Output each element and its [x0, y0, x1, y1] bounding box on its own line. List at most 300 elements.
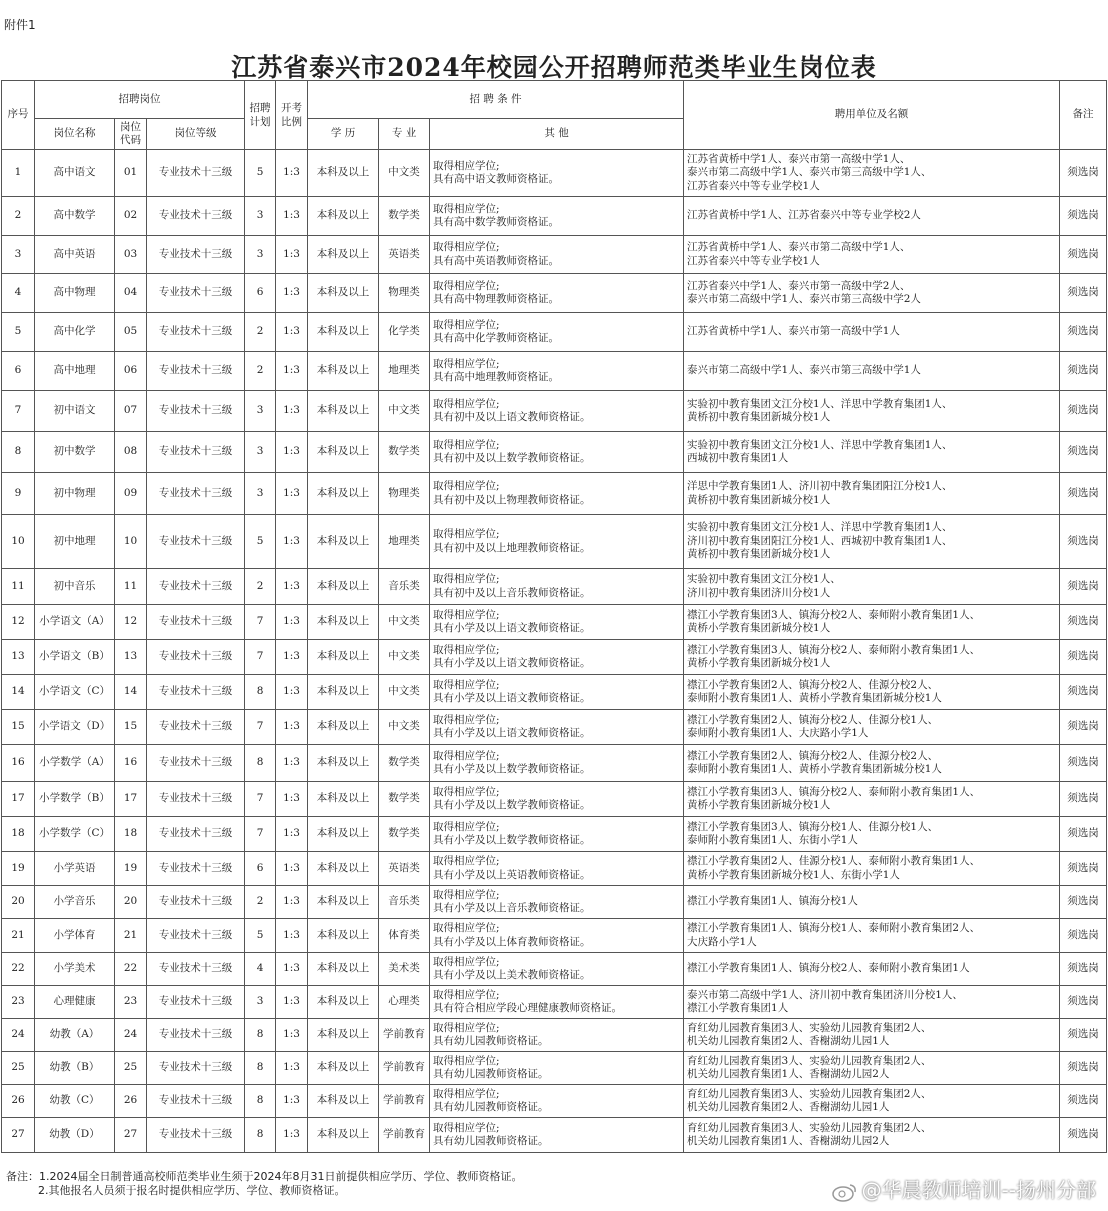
hiring-units — [684, 391, 1060, 432]
row-no: 20 — [2, 886, 35, 919]
post-name: 心理健康 — [35, 986, 115, 1019]
unit-line: 襟江小学教育集团1人、镇海分校1人 — [687, 895, 858, 908]
unit-line: 黄桥小学教育集团新城分校1人 — [687, 622, 831, 634]
condition-line: 具有高中英语教师资格证。 — [433, 254, 560, 267]
condition-line: 取得相应学位; — [433, 1021, 500, 1034]
unit-line: 江苏省黄桥中学1人、泰兴市第二高级中学1人、 — [687, 241, 911, 253]
condition-line: 具有小学及以上体育教师资格证。 — [433, 935, 591, 948]
post-level: 专业技术十三级 — [147, 150, 245, 197]
post-name: 初中地理 — [35, 515, 115, 569]
major: 学前教育 — [379, 1085, 430, 1118]
plan-count: 4 — [245, 953, 276, 986]
major: 中文类 — [379, 605, 430, 640]
major: 地理类 — [379, 352, 430, 391]
plan-count: 2 — [245, 886, 276, 919]
major: 数学类 — [379, 782, 430, 817]
table-row — [2, 352, 1107, 391]
table-row — [2, 236, 1107, 274]
condition-line: 取得相应学位; — [433, 820, 500, 833]
unit-line: 襟江小学教育集团1人 — [687, 1002, 789, 1014]
other-conditions — [430, 352, 684, 391]
hiring-units — [684, 1118, 1060, 1153]
condition-line: 具有小学及以上英语教师资格证。 — [433, 868, 591, 881]
condition-line: 具有小学及以上音乐教师资格证。 — [433, 902, 591, 914]
hiring-units — [684, 710, 1060, 745]
condition-line: 具有小学及以上美术教师资格证。 — [433, 969, 591, 981]
hiring-units — [684, 1052, 1060, 1085]
major: 物理类 — [379, 274, 430, 313]
remark: 须选岗 — [1060, 710, 1107, 745]
header-ratio: 开考比例 — [276, 81, 308, 150]
hiring-units — [684, 569, 1060, 605]
plan-count: 2 — [245, 569, 276, 605]
unit-line: 机关幼儿园教育集团1人、香榭湖幼儿园2人 — [687, 1068, 890, 1080]
row-no: 1 — [2, 150, 35, 197]
weibo-logo-icon — [832, 1182, 858, 1202]
unit-line: 实验初中教育集团文江分校1人、洋思中学教育集团1人、 — [687, 521, 953, 534]
header-remark: 备注 — [1060, 81, 1107, 150]
table-row — [2, 745, 1107, 782]
post-level: 专业技术十三级 — [147, 817, 245, 852]
condition-line: 取得相应学位; — [433, 241, 500, 253]
unit-line: 泰师附小教育集团1人、东街小学1人 — [687, 834, 858, 846]
table-row — [2, 391, 1107, 432]
row-no: 4 — [2, 274, 35, 313]
table-row — [2, 675, 1107, 710]
condition-line: 取得相应学位; — [433, 573, 500, 585]
table-row — [2, 886, 1107, 919]
post-level: 专业技术十三级 — [147, 640, 245, 675]
post-name: 幼教（B） — [35, 1052, 115, 1085]
unit-line: 泰兴市第二高级中学1人、济川初中教育集团济川分校1人、 — [687, 988, 963, 1001]
unit-line: 江苏省泰兴中学1人、泰兴市第一高级中学2人、 — [687, 279, 911, 292]
post-name: 小学数学（A） — [35, 745, 115, 782]
exam-ratio: 1:3 — [276, 1052, 308, 1085]
header-post-group: 招聘岗位 — [35, 81, 245, 119]
table-row — [2, 953, 1107, 986]
remark: 须选岗 — [1060, 313, 1107, 352]
table-row — [2, 569, 1107, 605]
hiring-units — [684, 150, 1060, 197]
condition-line: 具有幼儿园教师资格证。 — [433, 1068, 549, 1080]
major: 中文类 — [379, 640, 430, 675]
education: 本科及以上 — [308, 640, 379, 675]
post-name: 高中物理 — [35, 274, 115, 313]
post-name: 初中音乐 — [35, 569, 115, 605]
hiring-units — [684, 352, 1060, 391]
major: 音乐类 — [379, 569, 430, 605]
education: 本科及以上 — [308, 1085, 379, 1118]
post-level: 专业技术十三级 — [147, 1052, 245, 1085]
unit-line: 襟江小学教育集团3人、镇海分校2人、泰师附小教育集团1人、 — [687, 785, 981, 798]
condition-line: 取得相应学位; — [433, 988, 500, 1001]
other-conditions — [430, 986, 684, 1019]
unit-line: 襟江小学教育集团2人、镇海分校2人、佳源分校2人、 — [687, 678, 939, 691]
unit-line: 襟江小学教育集团3人、镇海分校2人、泰师附小教育集团1人、 — [687, 608, 981, 621]
post-code: 18 — [115, 817, 147, 852]
header-plan: 招聘计划 — [245, 81, 276, 150]
positions-table — [1, 80, 1107, 1153]
major: 中文类 — [379, 391, 430, 432]
other-conditions — [430, 1085, 684, 1118]
plan-count: 7 — [245, 817, 276, 852]
major: 中文类 — [379, 675, 430, 710]
plan-count: 7 — [245, 710, 276, 745]
plan-count: 7 — [245, 640, 276, 675]
plan-count: 7 — [245, 605, 276, 640]
row-no: 11 — [2, 569, 35, 605]
exam-ratio: 1:3 — [276, 432, 308, 473]
hiring-units — [684, 953, 1060, 986]
remark: 须选岗 — [1060, 953, 1107, 986]
plan-count: 8 — [245, 675, 276, 710]
unit-line: 黄桥小学教育集团新城分校1人 — [687, 657, 831, 669]
post-name: 初中物理 — [35, 473, 115, 515]
row-no: 27 — [2, 1118, 35, 1153]
post-code: 26 — [115, 1085, 147, 1118]
unit-line: 江苏省泰兴中等专业学校1人 — [687, 179, 820, 192]
post-level: 专业技术十三级 — [147, 274, 245, 313]
condition-line: 取得相应学位; — [433, 643, 500, 656]
row-no: 7 — [2, 391, 35, 432]
education: 本科及以上 — [308, 745, 379, 782]
post-code: 03 — [115, 236, 147, 274]
hiring-units — [684, 236, 1060, 274]
condition-line: 具有初中及以上语文教师资格证。 — [433, 411, 591, 423]
post-level: 专业技术十三级 — [147, 710, 245, 745]
post-name: 幼教（D） — [35, 1118, 115, 1153]
other-conditions — [430, 953, 684, 986]
post-code: 11 — [115, 569, 147, 605]
education: 本科及以上 — [308, 919, 379, 953]
table-row — [2, 852, 1107, 886]
major: 学前教育 — [379, 1019, 430, 1052]
table-row — [2, 1052, 1107, 1085]
education: 本科及以上 — [308, 782, 379, 817]
post-code: 09 — [115, 473, 147, 515]
post-code: 27 — [115, 1118, 147, 1153]
post-level: 专业技术十三级 — [147, 391, 245, 432]
condition-line: 取得相应学位; — [433, 438, 500, 451]
unit-line: 济川初中教育集团阳江分校1人、西城初中教育集团1人、 — [687, 534, 953, 547]
remark: 须选岗 — [1060, 274, 1107, 313]
hiring-units — [684, 313, 1060, 352]
remark: 须选岗 — [1060, 605, 1107, 640]
major: 数学类 — [379, 745, 430, 782]
condition-line: 取得相应学位; — [433, 608, 500, 621]
hiring-units — [684, 515, 1060, 569]
condition-line: 取得相应学位; — [433, 202, 500, 215]
post-name: 高中地理 — [35, 352, 115, 391]
table-row — [2, 197, 1107, 236]
exam-ratio: 1:3 — [276, 1019, 308, 1052]
major: 中文类 — [379, 710, 430, 745]
post-code: 20 — [115, 886, 147, 919]
unit-line: 泰师附小教育集团1人、大庆路小学1人 — [687, 727, 869, 739]
post-name: 高中英语 — [35, 236, 115, 274]
condition-line: 具有小学及以上数学教师资格证。 — [433, 763, 591, 775]
plan-count: 3 — [245, 986, 276, 1019]
unit-line: 黄桥初中教育集团新城分校1人 — [687, 548, 831, 561]
condition-line: 具有小学及以上语文教师资格证。 — [433, 657, 591, 669]
other-conditions — [430, 391, 684, 432]
header-post-name: 岗位名称 — [35, 119, 115, 150]
major: 音乐类 — [379, 886, 430, 919]
post-name: 高中数学 — [35, 197, 115, 236]
row-no: 5 — [2, 313, 35, 352]
watermark-text: @华晨教师培训--扬州分部 — [861, 1178, 1096, 1202]
plan-count: 5 — [245, 515, 276, 569]
table-row — [2, 710, 1107, 745]
remark: 须选岗 — [1060, 236, 1107, 274]
condition-line: 取得相应学位; — [433, 1087, 500, 1100]
post-level: 专业技术十三级 — [147, 745, 245, 782]
post-name: 幼教（C） — [35, 1085, 115, 1118]
other-conditions — [430, 150, 684, 197]
hiring-units — [684, 197, 1060, 236]
row-no: 16 — [2, 745, 35, 782]
condition-line: 取得相应学位; — [433, 397, 500, 410]
unit-line: 育红幼儿园教育集团3人、实验幼儿园教育集团2人、 — [687, 1121, 932, 1134]
unit-line: 黄桥初中教育集团新城分校1人 — [687, 493, 831, 506]
footnote-1: 备注：1.2024届全日制普通高校师范类毕业生须于2024年8月31日前提供相应学历、学位、教师资格证。 — [6, 1170, 523, 1183]
unit-line: 泰兴市第二高级中学1人、泰兴市第三高级中学1人 — [687, 364, 921, 377]
education: 本科及以上 — [308, 236, 379, 274]
unit-line: 机关幼儿园教育集团1人、香榭湖幼儿园2人 — [687, 1135, 890, 1147]
condition-line: 具有小学及以上数学教师资格证。 — [433, 799, 591, 811]
condition-line: 取得相应学位; — [433, 888, 500, 901]
remark: 须选岗 — [1060, 852, 1107, 886]
table-row — [2, 986, 1107, 1019]
other-conditions — [430, 1052, 684, 1085]
exam-ratio: 1:3 — [276, 1118, 308, 1153]
row-no: 18 — [2, 817, 35, 852]
exam-ratio: 1:3 — [276, 569, 308, 605]
other-conditions — [430, 675, 684, 710]
condition-line: 取得相应学位; — [433, 1054, 500, 1067]
exam-ratio: 1:3 — [276, 675, 308, 710]
row-no: 2 — [2, 197, 35, 236]
unit-line: 济川初中教育集团济川分校1人 — [687, 586, 831, 599]
post-level: 专业技术十三级 — [147, 236, 245, 274]
education: 本科及以上 — [308, 150, 379, 197]
plan-count: 5 — [245, 919, 276, 953]
table-row — [2, 515, 1107, 569]
post-code: 13 — [115, 640, 147, 675]
major: 英语类 — [379, 236, 430, 274]
table-row — [2, 817, 1107, 852]
hiring-units — [684, 886, 1060, 919]
exam-ratio: 1:3 — [276, 236, 308, 274]
header-other: 其 他 — [430, 119, 684, 150]
post-name: 幼教（A） — [35, 1019, 115, 1052]
plan-count: 8 — [245, 1118, 276, 1153]
post-name: 小学数学（C） — [35, 817, 115, 852]
post-level: 专业技术十三级 — [147, 852, 245, 886]
hiring-units — [684, 986, 1060, 1019]
watermark — [832, 1174, 1096, 1203]
exam-ratio: 1:3 — [276, 1085, 308, 1118]
hiring-units — [684, 919, 1060, 953]
remark: 须选岗 — [1060, 197, 1107, 236]
remark: 须选岗 — [1060, 391, 1107, 432]
post-code: 04 — [115, 274, 147, 313]
row-no: 22 — [2, 953, 35, 986]
post-code: 01 — [115, 150, 147, 197]
unit-line: 实验初中教育集团文江分校1人、洋思中学教育集团1人、 — [687, 397, 953, 410]
post-code: 12 — [115, 605, 147, 640]
other-conditions — [430, 852, 684, 886]
unit-line: 育红幼儿园教育集团3人、实验幼儿园教育集团2人、 — [687, 1021, 932, 1034]
condition-line: 取得相应学位; — [433, 785, 500, 798]
post-level: 专业技术十三级 — [147, 197, 245, 236]
education: 本科及以上 — [308, 391, 379, 432]
post-level: 专业技术十三级 — [147, 605, 245, 640]
post-name: 小学语文（A） — [35, 605, 115, 640]
education: 本科及以上 — [308, 432, 379, 473]
exam-ratio: 1:3 — [276, 605, 308, 640]
post-code: 06 — [115, 352, 147, 391]
post-code: 16 — [115, 745, 147, 782]
post-code: 25 — [115, 1052, 147, 1085]
remark: 须选岗 — [1060, 986, 1107, 1019]
other-conditions — [430, 473, 684, 515]
table-row — [2, 150, 1107, 197]
remark: 须选岗 — [1060, 569, 1107, 605]
table-row — [2, 1118, 1107, 1153]
major: 美术类 — [379, 953, 430, 986]
education: 本科及以上 — [308, 1019, 379, 1052]
education: 本科及以上 — [308, 569, 379, 605]
education: 本科及以上 — [308, 274, 379, 313]
post-code: 19 — [115, 852, 147, 886]
hiring-units — [684, 817, 1060, 852]
header-seq: 序号 — [2, 81, 35, 150]
condition-line: 具有初中及以上地理教师资格证。 — [433, 541, 591, 554]
hiring-units — [684, 745, 1060, 782]
exam-ratio: 1:3 — [276, 150, 308, 197]
plan-count: 2 — [245, 313, 276, 352]
hiring-units — [684, 605, 1060, 640]
major: 地理类 — [379, 515, 430, 569]
exam-ratio: 1:3 — [276, 274, 308, 313]
education: 本科及以上 — [308, 817, 379, 852]
unit-line: 襟江小学教育集团1人、镇海分校2人、泰师附小教育集团1人 — [687, 962, 970, 975]
condition-line: 具有小学及以上语文教师资格证。 — [433, 727, 591, 739]
post-name: 小学数学（B） — [35, 782, 115, 817]
remark: 须选岗 — [1060, 1118, 1107, 1153]
row-no: 9 — [2, 473, 35, 515]
header-unit: 聘用单位及名额 — [684, 81, 1060, 150]
header-major: 专 业 — [379, 119, 430, 150]
table-row — [2, 782, 1107, 817]
table-row — [2, 274, 1107, 313]
post-name: 小学语文（D） — [35, 710, 115, 745]
condition-line: 具有符合相应学段心理健康教师资格证。 — [433, 1002, 623, 1014]
condition-line: 具有高中物理教师资格证。 — [433, 293, 560, 305]
other-conditions — [430, 432, 684, 473]
hiring-units — [684, 1085, 1060, 1118]
condition-line: 取得相应学位; — [433, 749, 500, 762]
unit-line: 机关幼儿园教育集团2人、香榭湖幼儿园1人 — [687, 1101, 890, 1113]
condition-line: 具有小学及以上语文教师资格证。 — [433, 692, 591, 704]
condition-line: 具有幼儿园教师资格证。 — [433, 1035, 549, 1047]
education: 本科及以上 — [308, 852, 379, 886]
education: 本科及以上 — [308, 1118, 379, 1153]
post-code: 10 — [115, 515, 147, 569]
education: 本科及以上 — [308, 986, 379, 1019]
plan-count: 3 — [245, 197, 276, 236]
remark: 须选岗 — [1060, 352, 1107, 391]
exam-ratio: 1:3 — [276, 953, 308, 986]
plan-count: 8 — [245, 1052, 276, 1085]
unit-line: 黄桥小学教育集团新城分校1人、东街小学1人 — [687, 868, 900, 881]
major: 学前教育 — [379, 1052, 430, 1085]
hiring-units — [684, 274, 1060, 313]
unit-line: 泰兴市第二高级中学1人、泰兴市第三高级中学2人 — [687, 293, 921, 305]
post-level: 专业技术十三级 — [147, 313, 245, 352]
exam-ratio: 1:3 — [276, 782, 308, 817]
other-conditions — [430, 236, 684, 274]
table-row — [2, 473, 1107, 515]
post-level: 专业技术十三级 — [147, 569, 245, 605]
major: 数学类 — [379, 197, 430, 236]
table-row — [2, 919, 1107, 953]
post-level: 专业技术十三级 — [147, 473, 245, 515]
exam-ratio: 1:3 — [276, 515, 308, 569]
post-name: 初中数学 — [35, 432, 115, 473]
table-row — [2, 605, 1107, 640]
row-no: 17 — [2, 782, 35, 817]
remark: 须选岗 — [1060, 745, 1107, 782]
condition-line: 取得相应学位; — [433, 480, 500, 492]
post-code: 15 — [115, 710, 147, 745]
row-no: 8 — [2, 432, 35, 473]
plan-count: 3 — [245, 236, 276, 274]
remark: 须选岗 — [1060, 782, 1107, 817]
row-no: 10 — [2, 515, 35, 569]
remark: 须选岗 — [1060, 1019, 1107, 1052]
post-name: 高中化学 — [35, 313, 115, 352]
plan-count: 8 — [245, 1085, 276, 1118]
unit-line: 实验初中教育集团文江分校1人、 — [687, 573, 841, 585]
condition-line: 具有小学及以上语文教师资格证。 — [433, 622, 591, 634]
post-code: 22 — [115, 953, 147, 986]
hiring-units — [684, 782, 1060, 817]
post-level: 专业技术十三级 — [147, 352, 245, 391]
condition-line: 具有初中及以上数学教师资格证。 — [433, 452, 591, 464]
exam-ratio: 1:3 — [276, 886, 308, 919]
unit-line: 育红幼儿园教育集团3人、实验幼儿园教育集团2人、 — [687, 1087, 932, 1100]
unit-line: 襟江小学教育集团3人、镇海分校2人、泰师附小教育集团1人、 — [687, 643, 981, 656]
post-level: 专业技术十三级 — [147, 919, 245, 953]
remark: 须选岗 — [1060, 886, 1107, 919]
other-conditions — [430, 1019, 684, 1052]
unit-line: 江苏省黄桥中学1人、江苏省泰兴中等专业学校2人 — [687, 209, 921, 222]
condition-line: 具有高中语文教师资格证。 — [433, 173, 560, 185]
remark: 须选岗 — [1060, 919, 1107, 953]
plan-count: 8 — [245, 1019, 276, 1052]
unit-line: 泰师附小教育集团1人、黄桥小学教育集团新城分校1人 — [687, 763, 942, 775]
unit-line: 大庆路小学1人 — [687, 935, 757, 948]
education: 本科及以上 — [308, 515, 379, 569]
exam-ratio: 1:3 — [276, 391, 308, 432]
unit-line: 襟江小学教育集团1人、镇海分校1人、泰师附小教育集团2人、 — [687, 922, 981, 934]
remark: 须选岗 — [1060, 150, 1107, 197]
row-no: 24 — [2, 1019, 35, 1052]
major: 化学类 — [379, 313, 430, 352]
hiring-units — [684, 432, 1060, 473]
